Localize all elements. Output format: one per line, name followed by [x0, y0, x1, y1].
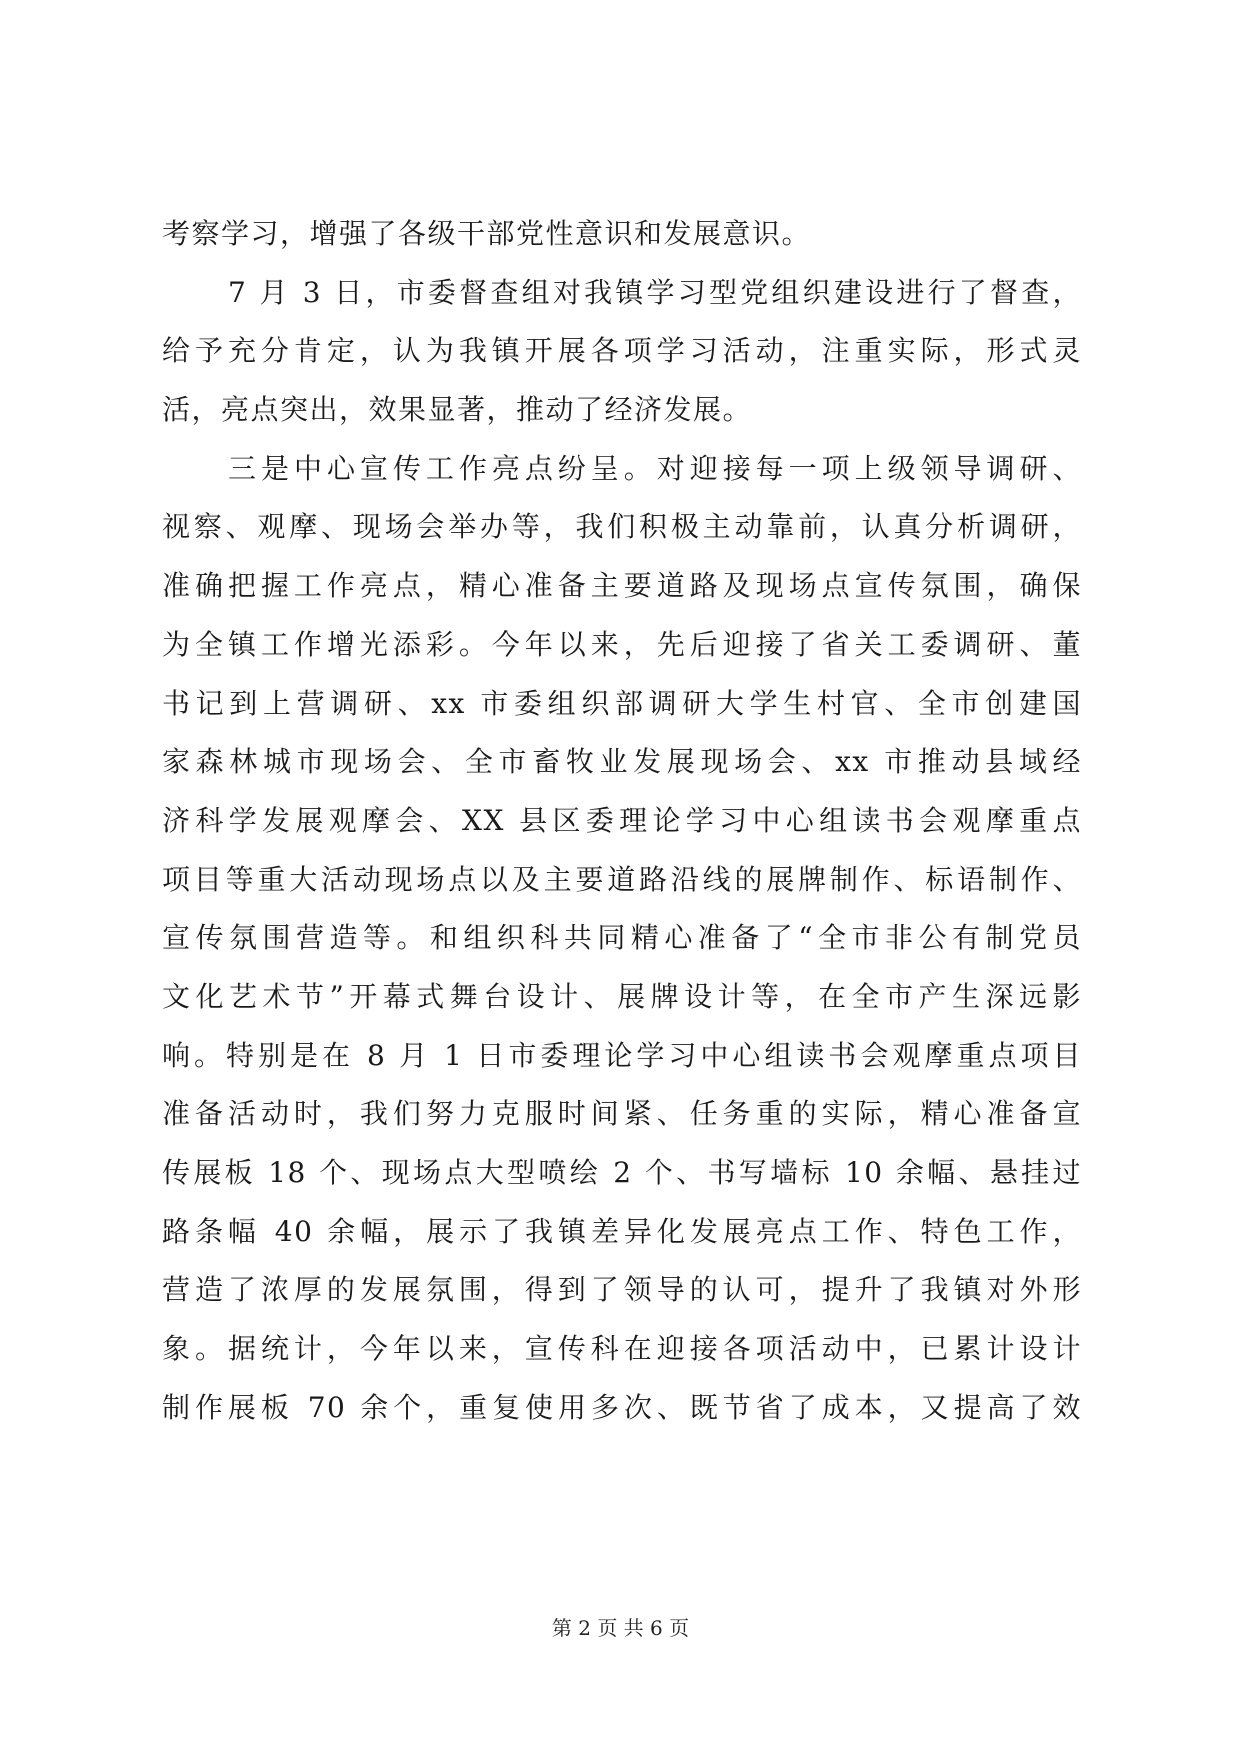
text-line: 7 月 3 日，市委督查组对我镇学习型党组织建设进行了督查， — [228, 275, 1082, 309]
text-line: 传展板 18 个、现场点大型喷绘 2 个、书写墙标 10 余幅、悬挂过 — [162, 1156, 1082, 1189]
text-line: 文化艺术节”开幕式舞台设计、展牌设计等，在全市产生深远影 — [162, 979, 1082, 1013]
text-line: 活，亮点突出，效果显著，推动了经济发展。 — [162, 393, 753, 427]
text-line: 视察、观摩、现场会举办等，我们积极主动靠前，认真分析调研， — [162, 510, 1082, 544]
text-line: 三是中心宣传工作亮点纷呈。对迎接每一项上级领导调研、 — [228, 451, 1082, 485]
text-line: 给予充分肯定，认为我镇开展各项学习活动，注重实际，形式灵 — [162, 334, 1082, 368]
text-line: 宣传氛围营造等。和组织科共同精心准备了“全市非公有制党员 — [162, 921, 1082, 955]
document-body — [162, 205, 1082, 1437]
text-line: 书记到上营调研、xx 市委组织部调研大学生村官、全市创建国 — [162, 686, 1082, 720]
text-line: 济科学发展观摩会、XX 县区委理论学习中心组读书会观摩重点 — [162, 803, 1082, 837]
text-line: 项目等重大活动现场点以及主要道路沿线的展牌制作、标语制作、 — [162, 862, 1082, 896]
text-line: 响。特别是在 8 月 1 日市委理论学习中心组读书会观摩重点项目 — [162, 1038, 1082, 1072]
text-line: 营造了浓厚的发展氛围，得到了领导的认可，提升了我镇对外形 — [162, 1273, 1082, 1307]
text-line: 准确把握工作亮点，精心准备主要道路及现场点宣传氛围，确保 — [162, 569, 1082, 603]
text-line: 家森林城市现场会、全市畜牧业发展现场会、xx 市推动县域经 — [162, 745, 1082, 779]
text-line: 为全镇工作增光添彩。今年以来，先后迎接了省关工委调研、董 — [162, 627, 1082, 661]
text-line: 制作展板 70 余个，重复使用多次、既节省了成本，又提高了效 — [162, 1390, 1082, 1424]
text-line: 象。据统计，今年以来，宣传科在迎接各项活动中，已累计设计 — [162, 1332, 1082, 1366]
page-number-footer: 第 2 页 共 6 页 — [551, 1616, 690, 1640]
text-line: 考察学习，增强了各级干部党性意识和发展意识。 — [162, 217, 812, 250]
text-line: 准备活动时，我们努力克服时间紧、任务重的实际，精心准备宣 — [162, 1097, 1082, 1131]
text-line: 路条幅 40 余幅，展示了我镇差异化发展亮点工作、特色工作， — [162, 1214, 1082, 1248]
